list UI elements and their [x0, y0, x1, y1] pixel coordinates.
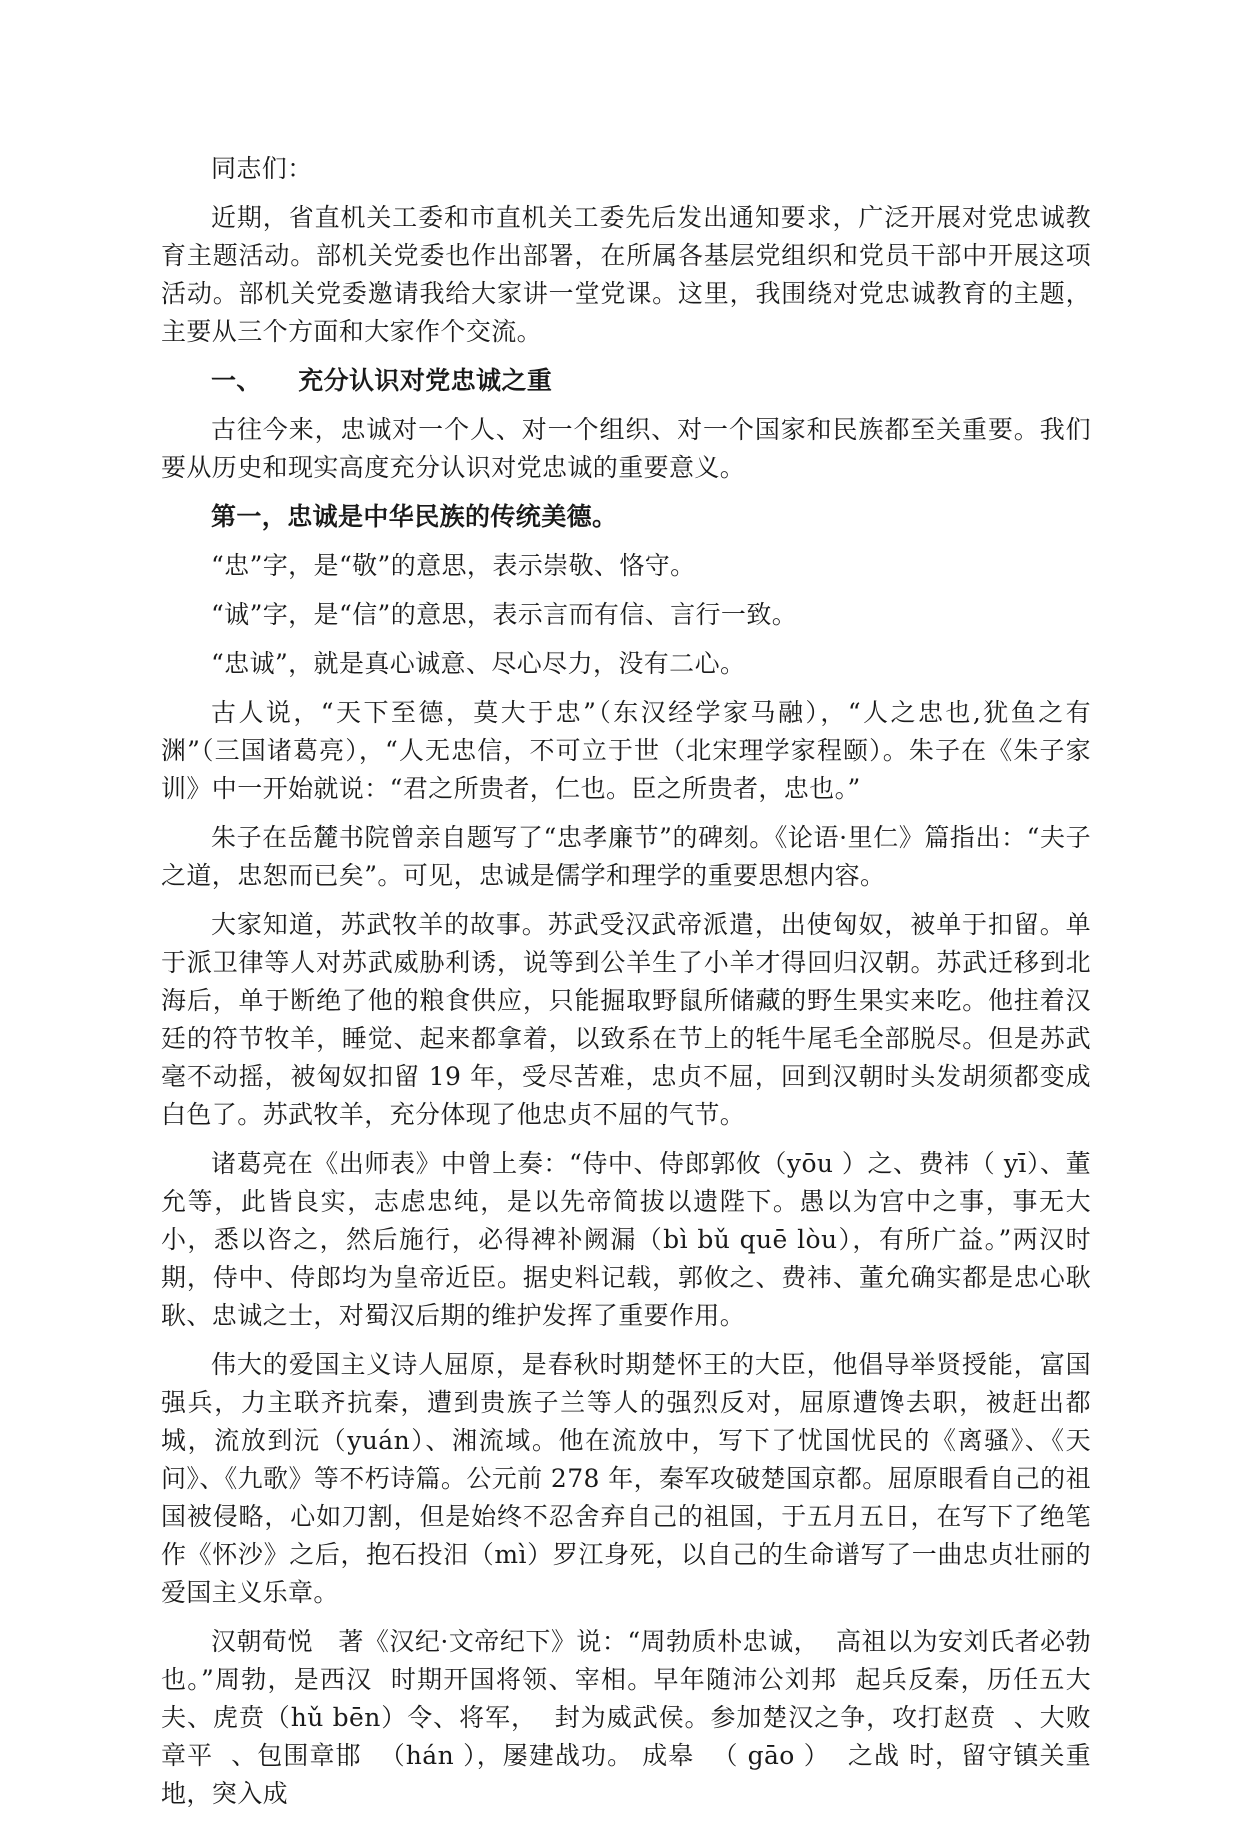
body-paragraph: 古人说，“天下至德，莫大于忠”（东汉经学家马融），“人之忠也,犹鱼之有渊”（三国诸葛亮），“人无忠信，不可立于世（北宋理学家程颐）。朱子在《朱子家训》中一开始就说：“君之所贵者，仁也。臣之所贵者，忠也。” [161, 698, 1091, 803]
greeting-paragraph: 同志们： [211, 154, 313, 183]
body-paragraph: 大家知道，苏武牧羊的故事。苏武受汉武帝派遣，出使匈奴，被单于扣留。单于派卫律等人对苏武威胁利诱，说等到公羊生了小羊才得回归汉朝。苏武迁移到北海后，单于断绝了他的粮食供应，只能掘取野鼠所储藏的野生果实来吃。他拄着汉廷的符节牧羊，睡觉、起来都拿着，以致系在节上的牦牛尾毛全部脱尽。但是苏武毫不动摇，被匈奴扣留 19 年，受尽苦难，忠贞不屈，回到汉朝时头发胡须都变成白色了。苏武牧羊，充分体现了他忠贞不屈的气节。 [161, 910, 1091, 1129]
body-paragraph: “忠诚”，就是真心诚意、尽心尽力，没有二心。 [211, 649, 746, 678]
body-paragraph: “忠”字，是“敬”的意思，表示崇敬、恪守。 [211, 551, 696, 580]
body-paragraph: 汉朝荀悦 著《汉纪·文帝纪下》说：“周勃质朴忠诚， 高祖以为安刘氏者必勃也。”周勃，是西汉 时期开国将领、宰相。早年随沛公刘邦 起兵反秦，历任五大夫、虎贲（hǔ bēn）令、将军， 封为威武侯。参加楚汉之争，攻打赵贲 、大败章平 、包围章邯 （hán ），屡建战功。 成皋 （ gāo ） 之战 时，留守镇关重地，突入成 [161, 1627, 1091, 1808]
intro-paragraph: 近期，省直机关工委和市直机关工委先后发出通知要求，广泛开展对党忠诚教育主题活动。部机关党委也作出部署，在所属各基层党组织和党员干部中开展这项活动。部机关党委邀请我给大家讲一堂党课。这里，我围绕对党忠诚教育的主题，主要从三个方面和大家作个交流。 [161, 203, 1091, 346]
body-paragraph: 诸葛亮在《出师表》中曾上奏：“侍中、侍郎郭攸（yōu ）之、费祎（ yī）、董允等，此皆良实，志虑忠纯，是以先帝简拔以遗陛下。愚以为宫中之事，事无大小，悉以咨之，然后施行，必得裨补阙漏（bì bǔ quē lòu），有所广益。”两汉时期，侍中、侍郎均为皇帝近臣。据史料记载，郭攸之、费祎、董允确实都是忠心耿耿、忠诚之士，对蜀汉后期的维护发挥了重要作用。 [161, 1149, 1091, 1330]
body-paragraph: 朱子在岳麓书院曾亲自题写了“忠孝廉节”的碑刻。《论语·里仁》篇指出：“夫子之道，忠恕而已矣”。可见，忠诚是儒学和理学的重要思想内容。 [161, 823, 1091, 890]
section-heading-1: 一、 充分认识对党忠诚之重 [211, 366, 553, 395]
document-page [161, 150, 1091, 1824]
body-paragraph: “诚”字，是“信”的意思，表示言而有信、言行一致。 [211, 600, 798, 629]
section-intro-paragraph: 古往今来，忠诚对一个人、对一个组织、对一个国家和民族都至关重要。我们要从历史和现实高度充分认识对党忠诚的重要意义。 [161, 415, 1091, 482]
point-heading-1: 第一，忠诚是中华民族的传统美德。 [211, 502, 618, 531]
body-paragraph: 伟大的爱国主义诗人屈原，是春秋时期楚怀王的大臣，他倡导举贤授能，富国强兵，力主联齐抗秦，遭到贵族子兰等人的强烈反对，屈原遭馋去职，被赶出都城，流放到沅（yuán）、湘流域。他在流放中，写下了忧国忧民的《离骚》、《天问》、《九歌》等不朽诗篇。公元前 278 年，秦军攻破楚国京都。屈原眼看自己的祖国被侵略，心如刀割，但是始终不忍舍弃自己的祖国，于五月五日，在写下了绝笔作《怀沙》之后，抱石投汨（mì）罗江身死，以自己的生命谱写了一曲忠贞壮丽的爱国主义乐章。 [161, 1350, 1091, 1607]
